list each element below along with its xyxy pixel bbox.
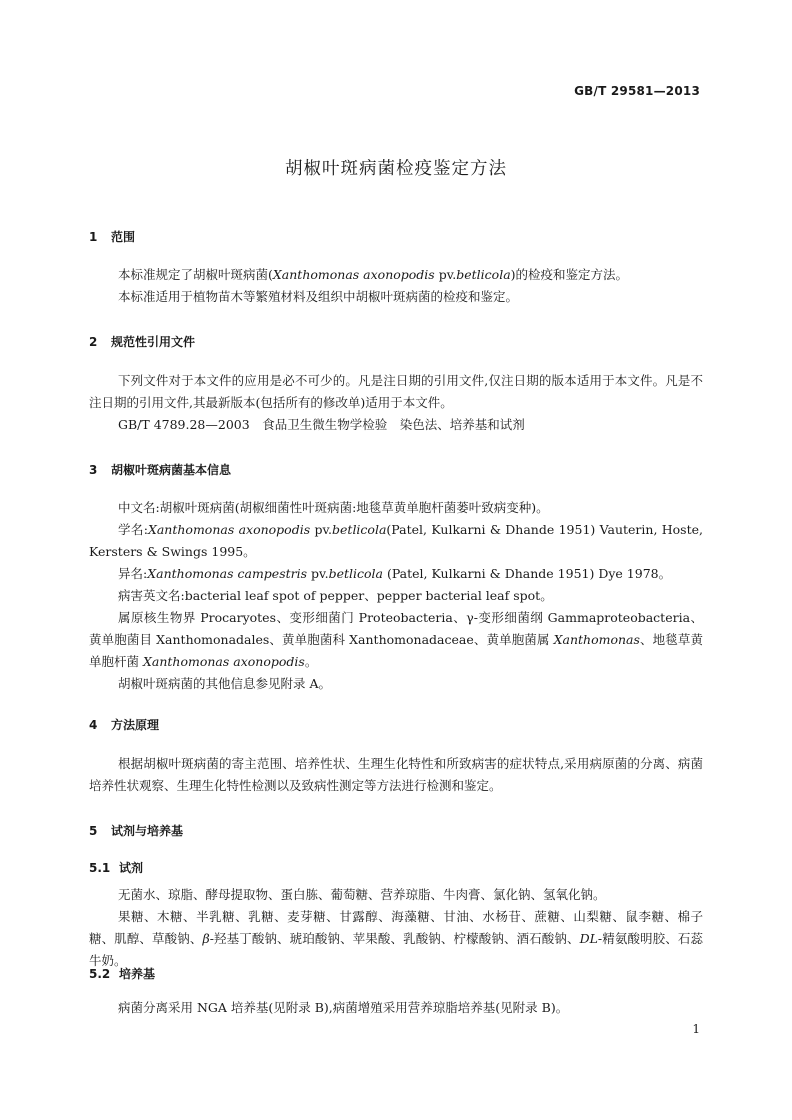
subsection-heading-5-1: 5.1 试剂 (89, 861, 144, 875)
section-heading-5: 5 试剂与培养基 (89, 824, 184, 838)
paragraph: 下列文件对于本文件的应用是必不可少的。凡是注日期的引用文件,仅注日期的版本适用于本文件。凡是不注日期的引用文件,其最新版本(包括所有的修改单)适用于本文件。 (89, 373, 703, 410)
paragraph: 病菌分离采用 NGA 培养基(见附录 B),病菌增殖采用营养琼脂培养基(见附录 B)。 (118, 1000, 569, 1015)
paragraph: 异名:Xanthomonas campestris pv.betlicola (Patel, Kulkarni & Dhande 1951) Dye 1978。 (118, 566, 672, 581)
document-title: 胡椒叶斑病菌检疫鉴定方法 (285, 159, 507, 179)
paragraph: 本标准适用于植物苗木等繁殖材料及组织中胡椒叶斑病菌的检疫和鉴定。 (118, 289, 519, 304)
paragraph: 本标准规定了胡椒叶斑病菌(Xanthomonas axonopodis pv.betlicola)的检疫和鉴定方法。 (118, 267, 629, 282)
section-heading-4: 4 方法原理 (89, 718, 160, 732)
standard-code: GB/T 29581—2013 (574, 84, 700, 98)
paragraph: 果糖、木糖、半乳糖、乳糖、麦芽糖、甘露醇、海藻糖、甘油、水杨苷、蔗糖、山梨糖、鼠李糖、棉子糖、肌醇、草酸钠、β-羟基丁酸钠、琥珀酸钠、苹果酸、乳酸钠、柠檬酸钠、酒石酸钠、DL-精氨酸明胶、石蕊牛奶。 (89, 909, 703, 968)
subsection-heading-5-2: 5.2 培养基 (89, 967, 156, 981)
paragraph: 属原核生物界 Procaryotes、变形细菌门 Proteobacteria、γ-变形细菌纲 Gammaproteobacteria、黄单胞菌目 Xanthomonadales、黄单胞菌科 Xanthomonadaceae、黄单胞菌属 Xanthomonas、地毯草黄单胞杆菌 Xanthomonas axonopodis。 (89, 610, 703, 669)
paragraph: 无菌水、琼脂、酵母提取物、蛋白胨、葡萄糖、营养琼脂、牛肉膏、氯化钠、氢氧化钠。 (118, 887, 606, 902)
section-heading-3: 3 胡椒叶斑病菌基本信息 (89, 463, 232, 477)
section-heading-2: 2 规范性引用文件 (89, 335, 196, 349)
reference-item: GB/T 4789.28—2003 食品卫生微生物学检验 染色法、培养基和试剂 (118, 417, 525, 432)
paragraph: 中文名:胡椒叶斑病菌(胡椒细菌性叶斑病菌:地毯草黄单胞杆菌蒌叶致病变种)。 (118, 500, 549, 515)
paragraph: 病害英文名:bacterial leaf spot of pepper、pepper bacterial leaf spot。 (118, 588, 553, 603)
paragraph: 根据胡椒叶斑病菌的寄主范围、培养性状、生理生化特性和所致病害的症状特点,采用病原菌的分离、病菌培养性状观察、生理生化特性检测以及致病性测定等方法进行检测和鉴定。 (89, 756, 703, 793)
paragraph: 胡椒叶斑病菌的其他信息参见附录 A。 (118, 676, 332, 691)
paragraph: 学名:Xanthomonas axonopodis pv.betlicola(Patel, Kulkarni & Dhande 1951) Vauterin, Hoste, Kersters & Swings 1995。 (89, 522, 703, 559)
section-heading-1: 1 范围 (89, 230, 136, 244)
page-number: 1 (692, 1022, 700, 1036)
